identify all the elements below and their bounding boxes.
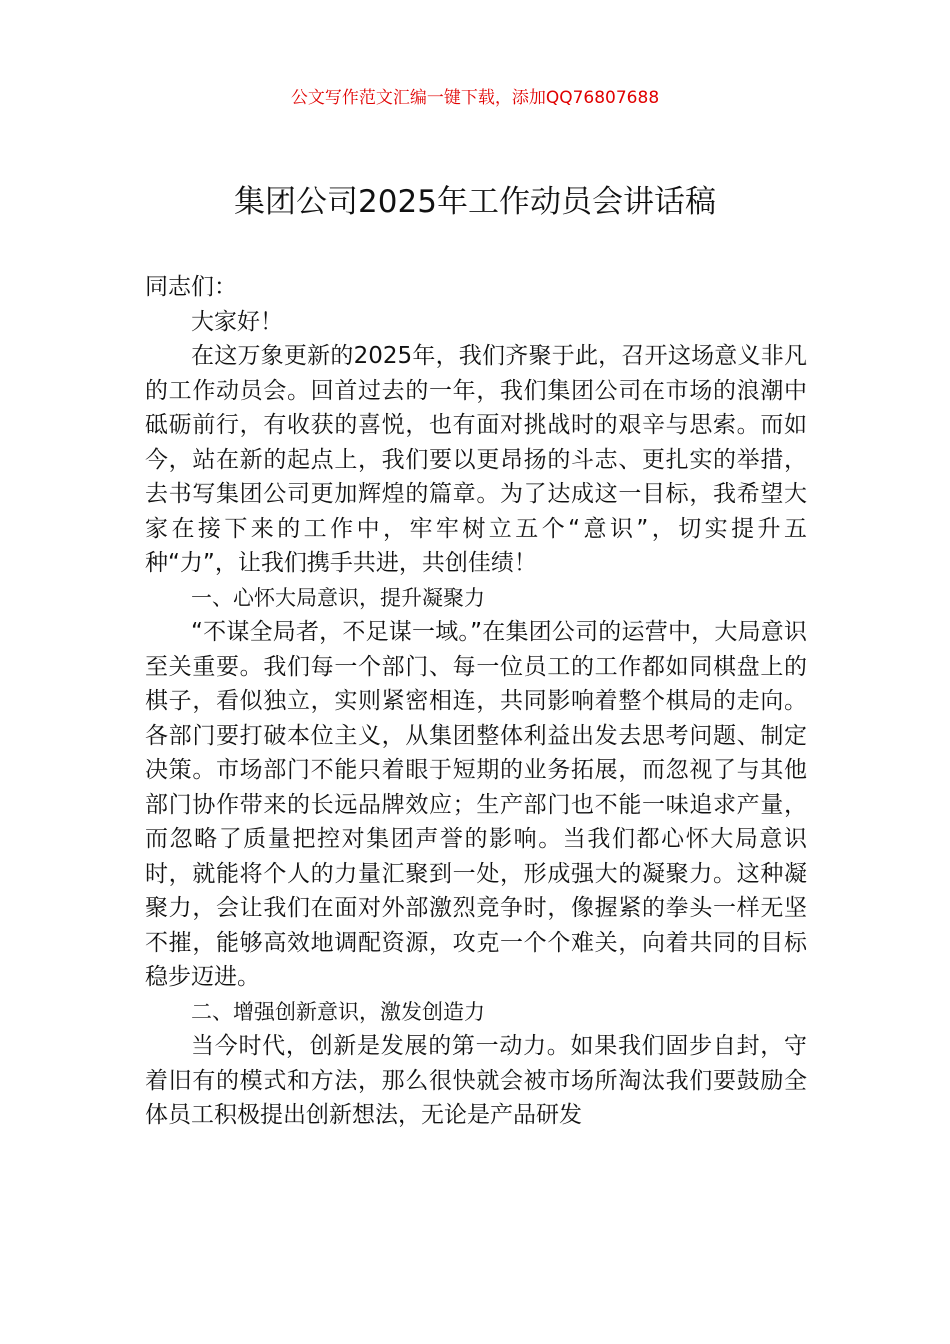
page-title: 集团公司2025年工作动员会讲话稿 [234, 184, 716, 220]
document-body [145, 270, 807, 1133]
section-heading-1: 一、心怀大局意识，提升凝聚力 [191, 585, 485, 610]
section-heading-2: 二、增强创新意识，激发创造力 [191, 999, 485, 1024]
section-paragraph-2: 当今时代，创新是发展的第一动力。如果我们固步自封，守着旧有的模式和方法，那么很快就会被市场所淘汰我们要鼓励全体员工积极提出创新想法，无论是产品研发 [145, 1033, 807, 1128]
salutation: 同志们： [145, 274, 237, 300]
greeting: 大家好！ [191, 308, 283, 335]
download-notice: 公文写作范文汇编一键下载，添加QQ76807688 [290, 88, 660, 108]
intro-paragraph: 在这万象更新的2025年，我们齐聚于此，召开这场意义非凡的工作动员会。回首过去的一年，我们集团公司在市场的浪潮中砥砺前行，有收获的喜悦，也有面对挑战时的艰辛与思索。而如今，站在新的起点上，我们要以更昂扬的斗志、更扎实的举措，去书写集团公司更加辉煌的篇章。为了达成这一目标，我希望大家在接下来的工作中，牢牢树立五个“意识”，切实提升五种“力”，让我们携手共进，共创佳绩！ [145, 343, 807, 576]
section-paragraph-1: “不谋全局者，不足谋一域。”在集团公司的运营中，大局意识至关重要。我们每一个部门、每一位员工的工作都如同棋盘上的棋子，看似独立，实则紧密相连，共同影响着整个棋局的走向。各部门要打破本位主义，从集团整体利益出发去思考问题、制定决策。市场部门不能只着眼于短期的业务拓展，而忽视了与其他部门协作带来的长远品牌效应；生产部门也不能一味追求产量，而忽略了质量把控对集团声誉的影响。当我们都心怀大局意识时，就能将个人的力量汇聚到一处，形成强大的凝聚力。这种凝聚力，会让我们在面对外部激烈竞争时，像握紧的拳头一样无坚不摧，能够高效地调配资源，攻克一个个难关，向着共同的目标稳步迈进。 [145, 619, 807, 990]
